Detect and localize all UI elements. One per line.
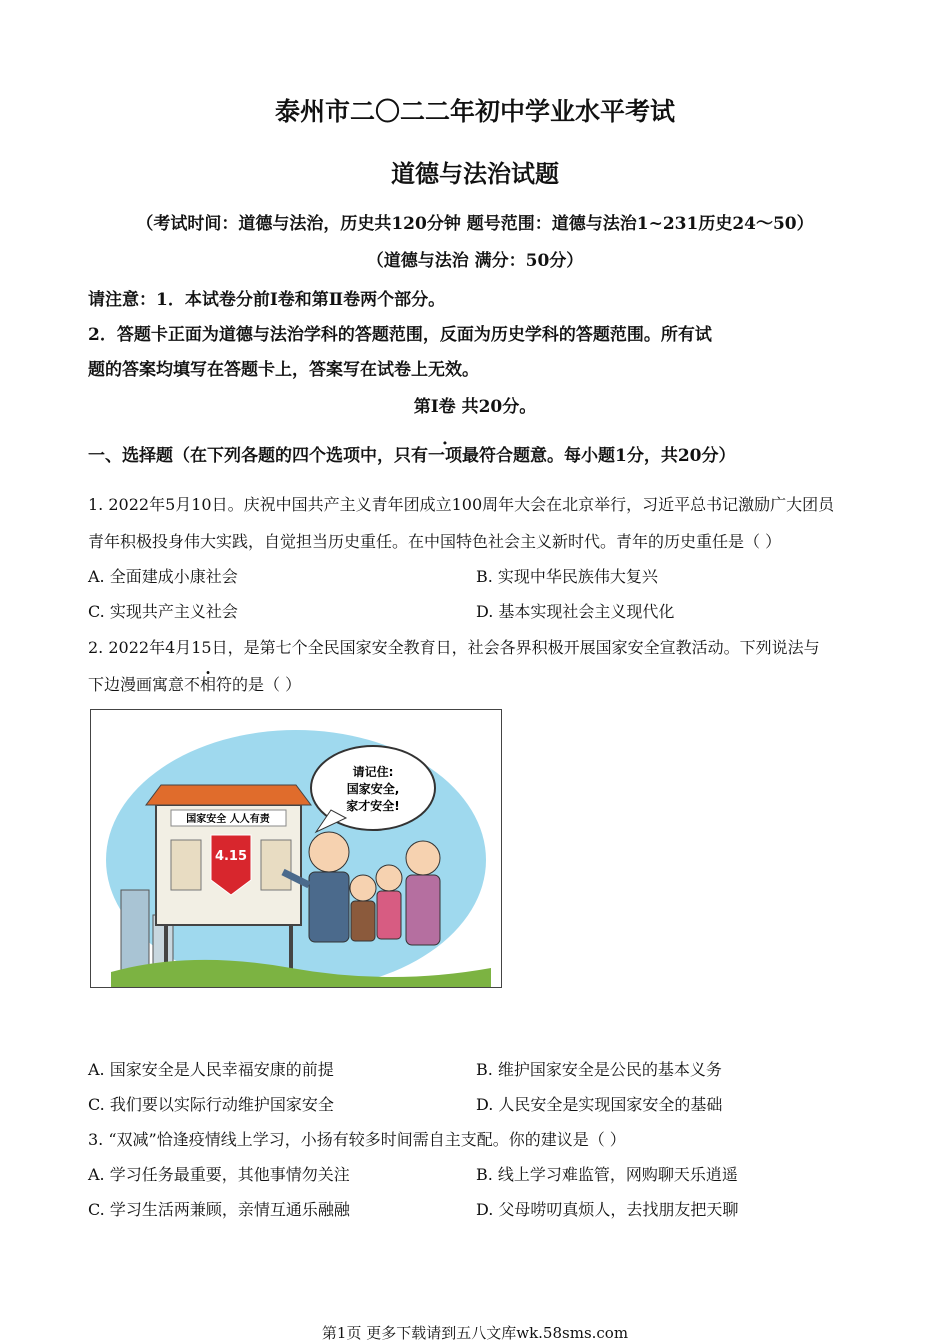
section-heading-pre: 一、选择题（在下列各题的四个选项中，只有	[88, 446, 428, 466]
question-3-option-c: C. 学习生活两兼顾，亲情互通乐融融	[88, 1200, 350, 1219]
question-1-line-1: 1. 2022年5月10日。庆祝中国共产主义青年团成立100周年大会在北京举行，习近平总书记激励广大团员	[88, 495, 835, 514]
part-one-heading: 第Ⅰ卷 共20分。	[413, 397, 537, 417]
question-2-option-b: B. 维护国家安全是公民的基本义务	[476, 1060, 722, 1079]
national-security-cartoon	[90, 709, 502, 988]
exam-time-info: （考试时间：道德与法治，历史共120分钟 题号范围：道德与法治1~231历史24～50）	[136, 214, 814, 234]
section-heading-emphasis: 一项	[428, 446, 462, 466]
question-1-option-a: A. 全面建成小康社会	[88, 567, 238, 586]
boy-body	[351, 901, 375, 941]
question-1-line-2: 青年积极投身伟大实践，自觉担当历史重任。在中国特色社会主义新时代。青年的历史重任是（ ）	[88, 532, 782, 551]
speech-line-1: 请记住:	[352, 765, 394, 779]
score-info: （道德与法治 满分：50分）	[366, 251, 584, 271]
exam-title: 泰州市二〇二二年初中学业水平考试	[274, 97, 675, 126]
question-2-option-c: C. 我们要以实际行动维护国家安全	[88, 1095, 334, 1114]
boy-head	[350, 875, 376, 901]
father-head	[309, 832, 349, 872]
mother-head	[406, 841, 440, 875]
note-line-2: 2．答题卡正面为道德与法治学科的答题范围，反面为历史学科的答题范围。所有试	[88, 325, 712, 345]
question-2-option-d: D. 人民安全是实现国家安全的基础	[476, 1095, 723, 1114]
question-3-option-b: B. 线上学习难监管，网购聊天乐逍遥	[476, 1165, 738, 1184]
notice-board-roof	[146, 785, 311, 805]
question-3-option-d: D. 父母唠叨真烦人，去找朋友把天聊	[476, 1200, 739, 1219]
question-1-option-b: B. 实现中华民族伟大复兴	[476, 567, 658, 586]
father-body	[309, 872, 349, 942]
note-line-1: 请注意：1．本试卷分前Ⅰ卷和第Ⅱ卷两个部分。	[88, 290, 446, 310]
question-2-line-2	[88, 672, 301, 695]
question-1-option-c: C. 实现共产主义社会	[88, 602, 238, 621]
poster-left	[171, 840, 201, 890]
building-left	[121, 890, 149, 970]
question-2-line-2-post: 的是（ ）	[232, 675, 302, 694]
page-footer: 第1页 更多下载请到五八文库wk.58sms.com	[321, 1324, 629, 1342]
exam-subtitle: 道德与法治试题	[391, 159, 559, 188]
question-2-line-2-pre: 下边漫画寓意	[88, 675, 185, 694]
cartoon-illustration	[91, 710, 501, 987]
question-3-option-a: A. 学习任务最重要，其他事情勿关注	[88, 1165, 350, 1184]
speech-line-2: 国家安全,	[346, 782, 400, 796]
section-heading-post: 最符合题意。每小题1分，共20分）	[462, 446, 736, 466]
girl-head	[376, 865, 402, 891]
note-line-3: 题的答案均填写在答题卡上，答案写在试卷上无效。	[88, 360, 479, 380]
girl-body	[377, 891, 401, 939]
badge-number: 4.15	[214, 849, 248, 864]
mother-body	[406, 875, 440, 945]
question-2-emphasis: 不相符	[184, 675, 233, 694]
question-2-line-1: 2. 2022年4月15日，是第七个全民国家安全教育日，社会各界积极开展国家安全宣教活动。下列说法与	[88, 638, 820, 657]
question-2-option-a: A. 国家安全是人民幸福安康的前提	[88, 1060, 334, 1079]
section-heading	[88, 441, 736, 466]
board-title-text: 国家安全 人人有责	[186, 814, 270, 825]
speech-line-3: 家才安全!	[346, 799, 400, 813]
question-1-option-d: D. 基本实现社会主义现代化	[476, 602, 675, 621]
question-3-line-1: 3. “双减”恰逢疫情线上学习，小扬有较多时间需自主支配。你的建议是（ ）	[88, 1130, 626, 1149]
poster-right	[261, 840, 291, 890]
